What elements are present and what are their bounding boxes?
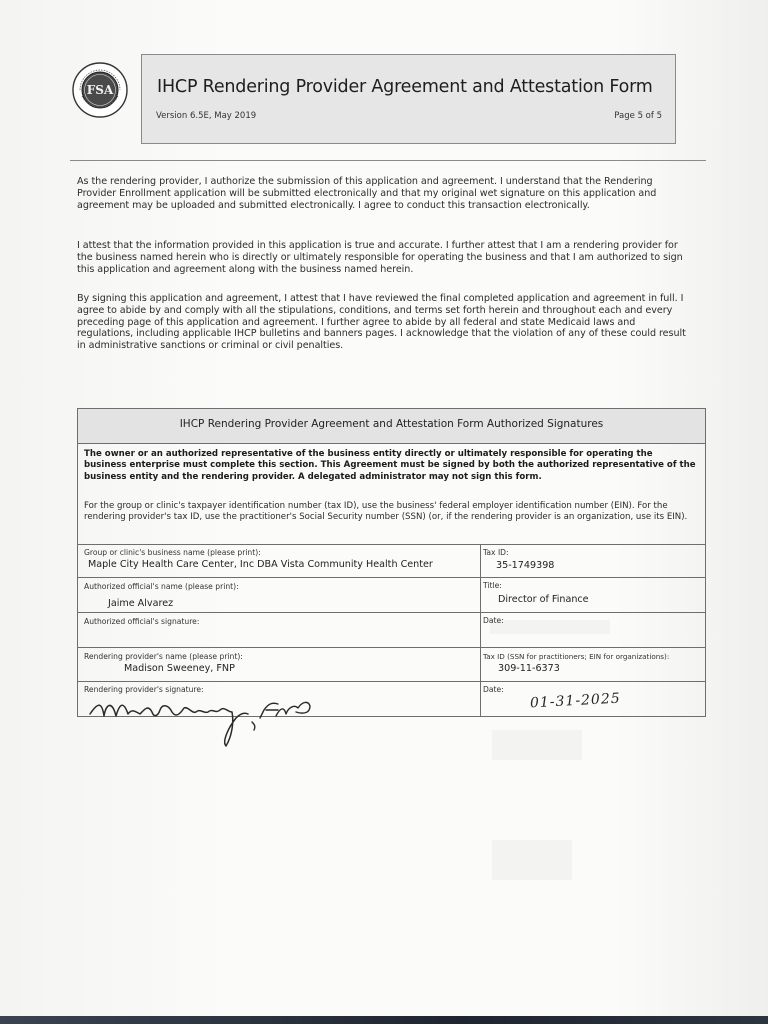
signature-table-title: IHCP Rendering Provider Agreement and Attestation Form Authorized Signatures [179, 418, 604, 430]
svg-text:FSA: FSA [86, 83, 114, 97]
business-name-label: Group or clinic's business name (please print): [84, 548, 261, 557]
tax-id-value[interactable]: 35-1749398 [496, 560, 555, 571]
signature-notice-tax-id: For the group or clinic's taxpayer identification number (tax ID), use the business' federal employer identification number (EIN). For the rendering provider's tax ID, use the practitioner's Social Security number (SSN) (or, if the rendering provider is an organization, use its EIN). [84, 501, 688, 523]
business-name-value[interactable]: Maple City Health Care Center, Inc DBA Vista Community Health Center [88, 559, 433, 570]
title-value[interactable]: Director of Finance [498, 594, 589, 605]
agreement-paragraph: By signing this application and agreement, I attest that I have reviewed the final completed application and agreement in full. I agree to abide by and comply with all the stipulations, conditions, and terms set forth herein and throughout each and every preceding page of this application and agreement. I further agree to abide by all federal and state Medicaid laws and regulations, including applicable IHCP bulletins and banners pages. I acknowledge that the violation of any of these could result in administrative sanctions or criminal or civil penalties. [77, 293, 686, 352]
attestation-paragraph: I attest that the information provided in this application is true and accurate. I further attest that I am a rendering provider for the business named herein who is directly or ultimately responsible for operating the business and that I am authorized to sign this application and agreement along with the business named herein. [77, 240, 683, 275]
provider-handwritten-signature [88, 692, 328, 752]
provider-name-value[interactable]: Madison Sweeney, FNP [124, 663, 235, 674]
provider-tax-id-label: Tax ID (SSN for practitioners; EIN for organizations): [483, 652, 670, 661]
fssa-logo [72, 62, 128, 118]
form-title: IHCP Rendering Provider Agreement and Attestation Form [157, 77, 653, 97]
header-divider [70, 160, 706, 161]
provider-date-label: Date: [483, 685, 504, 694]
signature-notice-bold: The owner or an authorized representative of the business entity directly or ultimately responsible for operating the business enterprise must complete this section. This Agreement must be signed by both the authorized representative of the business entity and the rendering provider. A delegated administrator may not sign this form. [84, 449, 696, 482]
tax-id-label: Tax ID: [483, 548, 509, 557]
official-signature-label: Authorized official's signature: [84, 617, 200, 626]
provider-tax-id-value[interactable]: 309-11-6373 [498, 663, 560, 674]
header-box [141, 54, 676, 144]
official-name-value[interactable]: Jaime Alvarez [108, 598, 174, 609]
official-date-label: Date: [483, 616, 504, 625]
form-version: Version 6.5E, May 2019 [156, 111, 257, 121]
signature-table [77, 408, 706, 717]
signature-table-header [78, 409, 705, 444]
official-signature-row [78, 612, 705, 648]
business-row [78, 544, 705, 578]
page-number: Page 5 of 5 [614, 111, 662, 121]
official-row [78, 577, 705, 613]
provider-row [78, 647, 705, 682]
provider-date-value[interactable]: 01-31-2025 [529, 690, 622, 712]
provider-name-label: Rendering provider's name (please print): [84, 652, 243, 661]
scan-bottom-edge [0, 1016, 768, 1024]
provider-signature-label: Rendering provider's signature: [84, 685, 204, 694]
authorization-paragraph: As the rendering provider, I authorize the submission of this application and agreement. I understand that the Rendering Provider Enrollment application will be submitted electronically and that my original wet signature on this application and agreement may be uploaded and submitted electronically. I agree to conduct this transaction electronically. [77, 176, 657, 211]
official-name-label: Authorized official's name (please print): [84, 582, 239, 591]
title-label: Title: [483, 581, 502, 590]
